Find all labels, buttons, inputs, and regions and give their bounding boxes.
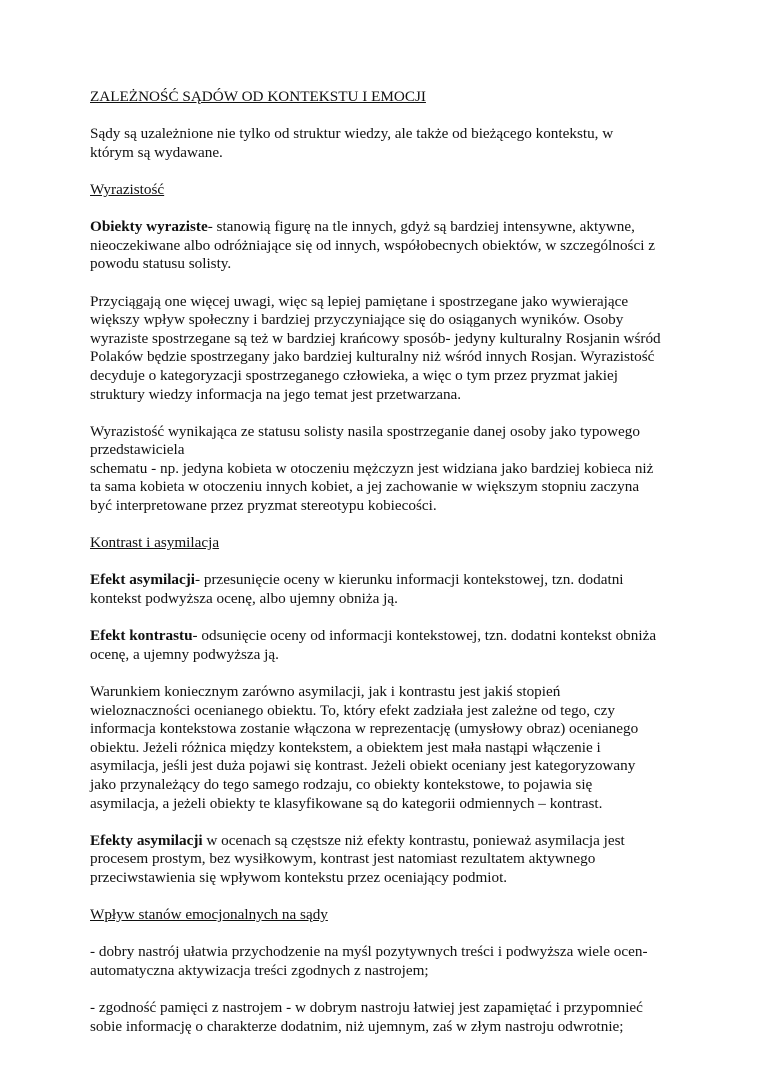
paragraph-efekty-asymilacji <box>90 832 675 888</box>
text-line: obiektu. Jeżeli różnica między kontekstem, a obiektem jest mała nastąpi włączenie i <box>90 738 601 756</box>
section-heading-kontrast <box>90 534 675 553</box>
text-line: Sądy są uzależnione nie tylko od struktur wiedzy, ale także od bieżącego kontekstu, w <box>90 125 614 143</box>
text-line <box>90 627 675 646</box>
list-item-zgodnosc-pamieci <box>90 999 675 1036</box>
text-line <box>90 218 675 237</box>
text-line: Warunkiem koniecznym zarówno asymilacji, jak i kontrastu jest jakiś stopień <box>90 683 561 700</box>
text-line: - zgodność pamięci z nastrojem - w dobrym nastroju łatwiej jest zapamiętać i przypomnieć <box>90 999 643 1017</box>
text-line: - dobry nastrój ułatwia przychodzenie na myśl pozytywnych treści i podwyższa wiele ocen- <box>90 943 648 961</box>
paragraph-efekt-asymilacji <box>90 571 675 608</box>
text-line: informacja kontekstowa zostanie włączona w reprezentację (umysłowy obraz) ocenianego <box>90 720 639 738</box>
bold-term: Efekt kontrastu <box>90 627 193 645</box>
paragraph-efekt-kontrastu <box>90 627 675 664</box>
bold-term: Obiekty wyraziste <box>90 218 208 236</box>
section-heading-emocje <box>90 906 675 925</box>
paragraph-obiekty-wyraziste <box>90 218 675 274</box>
document-title <box>90 88 675 107</box>
text-line: Polaków będzie spostrzegany jako bardziej kulturalny niż wśród innych Rosjan. Wyrazistość <box>90 348 655 366</box>
bold-term: Efekt asymilacji <box>90 571 196 589</box>
text-line <box>90 832 675 851</box>
text-line: ta sama kobieta w otoczeniu innych kobiet, a jej zachowanie w większym stopniu zaczyna <box>90 478 640 496</box>
text-line: większy wpływ społeczny i bardziej przyczyniające się do osiąganych wyników. Osoby <box>90 311 624 329</box>
heading-text: Wpływ stanów emocjonalnych na sądy <box>90 906 328 924</box>
text-line: przeciwstawienia się wpływom kontekstu przez oceniający podmiot. <box>90 868 508 886</box>
text-line: jako przynależący do tego samego rodzaju, co obiekty kontekstowe, to pojawia się <box>90 775 593 793</box>
text-run: - przesunięcie oceny w kierunku informacji kontekstowej, tzn. dodatni <box>195 571 624 589</box>
text-line: przedstawiciela <box>90 441 185 459</box>
text-line: wyraziste spostrzegane są też w bardziej krańcowy sposób- jedyny kulturalny Rosjanin wśród <box>90 329 661 347</box>
paragraph-warunkiem <box>90 683 675 813</box>
text-run: - odsunięcie oceny od informacji kontekstowej, tzn. dodatni kontekst obniża <box>192 627 657 645</box>
text-line: schematu - np. jedyna kobieta w otoczeniu mężczyzn jest widziana jako bardziej kobieca niż <box>90 459 654 477</box>
text-line: Wyrazistość wynikająca ze statusu solisty nasila spostrzeganie danej osoby jako typowego <box>90 422 640 440</box>
section-heading-wyrazistosc <box>90 181 675 200</box>
bold-term: Efekty asymilacji <box>90 831 203 849</box>
text-line: powodu statusu solisty. <box>90 255 232 273</box>
text-line <box>90 571 675 590</box>
text-line: procesem prostym, bez wysiłkowym, kontrast jest natomiast rezultatem aktywnego <box>90 850 596 868</box>
title-text: ZALEŻNOŚĆ SĄDÓW OD KONTEKSTU I EMOCJI <box>90 88 426 105</box>
text-line: być interpretowane przez pryzmat stereotypu kobiecości. <box>90 497 437 515</box>
text-line: sobie informację o charakterze dodatnim, niż ujemnym, zaś w złym nastroju odwrotnie; <box>90 1017 624 1035</box>
text-run: - stanowią figurę na tle innych, gdyż są bardziej intensywne, aktywne, <box>207 218 635 236</box>
text-line: automatyczna aktywizacja treści zgodnych z nastrojem; <box>90 961 429 979</box>
heading-text: Wyrazistość <box>90 180 165 198</box>
paragraph-przyciagaja <box>90 293 675 405</box>
text-line: którym są wydawane. <box>90 143 223 161</box>
list-item-dobry-nastroj <box>90 943 675 980</box>
text-line: wieloznaczności ocenianego obiektu. To, który efekt zadziała jest zależne od tego, czy <box>90 701 615 719</box>
text-line: decyduje o kategoryzacji spostrzeganego człowieka, a więc o tym przez pryzmat jakiej <box>90 366 618 384</box>
heading-text: Kontrast i asymilacja <box>90 534 220 552</box>
text-line: nieoczekiwane albo odróżniające się od innych, współobecnych obiektów, w szczególności z <box>90 236 655 254</box>
text-line: asymilacja, a jeżeli obiekty te klasyfikowane są do kategorii odmiennych – kontrast. <box>90 794 603 812</box>
text-line: Przyciągają one więcej uwagi, więc są lepiej pamiętane i spostrzegane jako wywierające <box>90 292 629 310</box>
paragraph-status-solisty <box>90 423 675 516</box>
text-run: w ocenach są częstsze niż efekty kontrastu, ponieważ asymilacja jest <box>202 831 625 849</box>
text-line: asymilacja, jeśli jest duża pojawi się kontrast. Jeżeli obiekt oceniany jest kategoryzowany <box>90 757 636 775</box>
document-page <box>90 88 675 1055</box>
text-line: kontekst podwyższa ocenę, albo ujemny obniża ją. <box>90 590 398 608</box>
text-line: struktury wiedzy informacja na jego temat jest przetwarzana. <box>90 385 462 403</box>
text-line: ocenę, a ujemny podwyższa ją. <box>90 645 279 663</box>
intro-paragraph <box>90 125 675 162</box>
